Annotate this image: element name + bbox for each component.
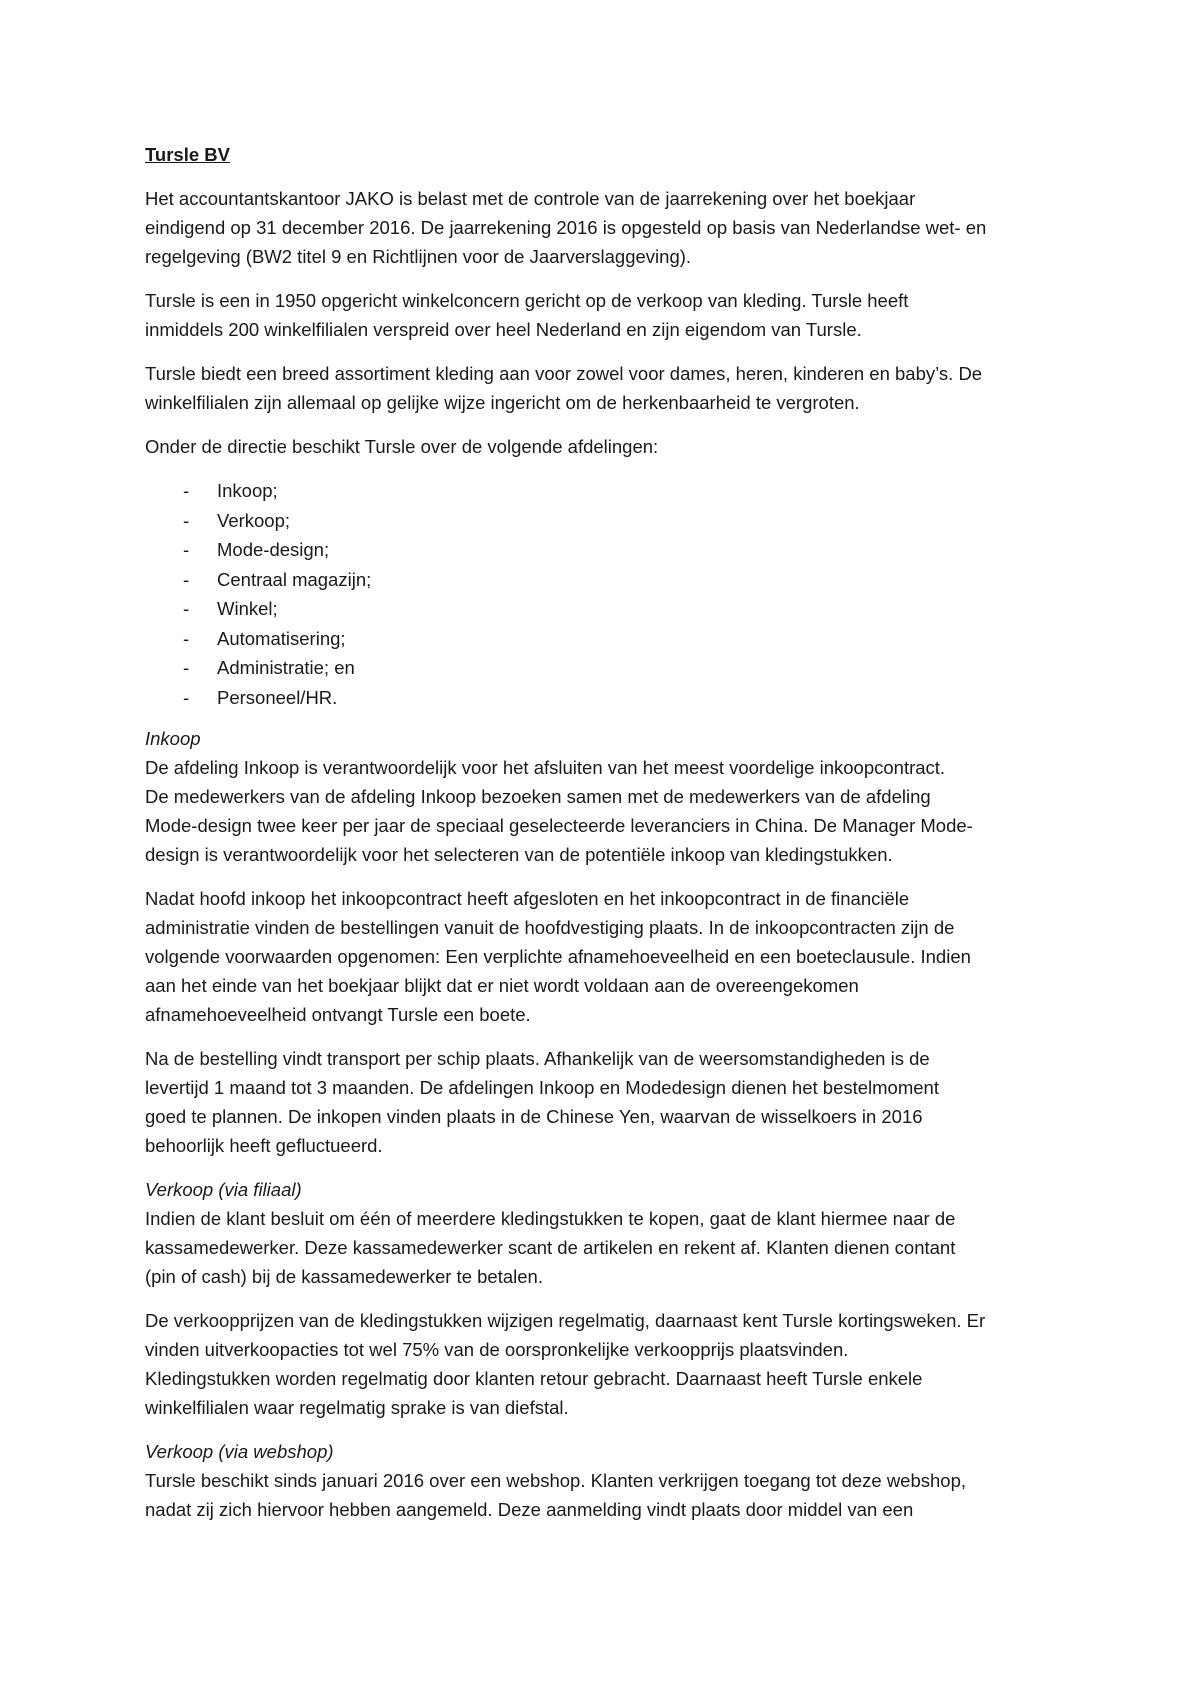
text-line: Tursle biedt een breed assortiment kleding aan voor zowel voor dames, heren, kinderen en baby’s. De <box>145 363 983 384</box>
text-line: nadat zij zich hiervoor hebben aangemeld. Deze aanmelding vindt plaats door middel van een <box>145 1499 914 1520</box>
text-line: De verkoopprijzen van de kledingstukken wijzigen regelmatig, daarnaast kent Tursle kortingsweken. Er <box>145 1310 986 1331</box>
text-line: eindigend op 31 december 2016. De jaarrekening 2016 is opgesteld op basis van Nederlandse wet- en <box>145 217 987 238</box>
section-heading: Inkoop <box>145 728 201 749</box>
department-label: Mode-design; <box>217 539 330 560</box>
list-bullet: - <box>183 598 190 619</box>
intro-paragraph <box>145 359 1075 417</box>
section-paragraph <box>145 1204 1075 1291</box>
text-line: administratie vinden de bestellingen vanuit de hoofdvestiging plaats. In de inkoopcontracten zijn de <box>145 917 955 938</box>
intro-paragraph <box>145 432 1075 461</box>
section-heading: Verkoop (via filiaal) <box>145 1179 302 1200</box>
list-bullet: - <box>183 509 190 531</box>
text-line: Nadat hoofd inkoop het inkoopcontract heeft afgesloten en het inkoopcontract in de financiële <box>145 888 910 909</box>
department-item <box>145 565 1075 595</box>
text-line: behoorlijk heeft gefluctueerd. <box>145 1135 383 1156</box>
text-line: levertijd 1 maand tot 3 maanden. De afdelingen Inkoop en Modedesign dienen het bestelmoment <box>145 1077 939 1098</box>
section-paragraph <box>145 1044 1075 1160</box>
list-bullet: - <box>183 627 190 649</box>
sections <box>145 724 1075 1524</box>
section <box>145 1437 1075 1524</box>
text-line: (pin of cash) bij de kassamedewerker te betalen. <box>145 1266 543 1287</box>
text-line: Onder de directie beschikt Tursle over de volgende afdelingen: <box>145 436 659 457</box>
text-line: De medewerkers van de afdeling Inkoop bezoeken samen met de medewerkers van de afdeling <box>145 786 931 807</box>
department-item <box>145 535 1075 565</box>
text-line: Tursle beschikt sinds januari 2016 over een webshop. Klanten verkrijgen toegang tot deze webshop, <box>145 1470 967 1491</box>
department-item <box>145 653 1075 683</box>
text-line: Na de bestelling vindt transport per schip plaats. Afhankelijk van de weersomstandigheden is de <box>145 1048 930 1069</box>
text-line: Indien de klant besluit om één of meerdere kledingstukken te kopen, gaat de klant hiermee naar de <box>145 1208 956 1229</box>
section <box>145 1175 1075 1422</box>
intro-block <box>145 184 1075 461</box>
list-bullet: - <box>183 686 190 708</box>
department-label: Automatisering; <box>217 627 346 649</box>
text-line: winkelfilialen waar regelmatig sprake is van diefstal. <box>145 1397 569 1418</box>
department-label: Centraal magazijn; <box>217 568 372 590</box>
department-item <box>145 594 1075 624</box>
document-title: Tursle BV <box>145 144 230 165</box>
section-paragraph <box>145 884 1075 1029</box>
list-bullet: - <box>183 568 190 590</box>
section-paragraph <box>145 753 1075 869</box>
department-label: Personeel/HR. <box>217 686 338 708</box>
department-item <box>145 476 1075 506</box>
department-list <box>145 476 1075 712</box>
department-label: Administratie; en <box>217 657 355 678</box>
text-line: inmiddels 200 winkelfilialen verspreid over heel Nederland en zijn eigendom van Tursle. <box>145 319 862 340</box>
section <box>145 724 1075 1160</box>
intro-paragraph <box>145 184 1075 271</box>
text-line: vinden uitverkoopacties tot wel 75% van de oorspronkelijke verkoopprijs plaatsvinden. <box>145 1339 849 1360</box>
text-line: goed te plannen. De inkopen vinden plaats in de Chinese Yen, waarvan de wisselkoers in 2016 <box>145 1106 923 1127</box>
section-paragraph <box>145 1466 1075 1524</box>
list-bullet: - <box>183 480 190 501</box>
section-heading: Verkoop (via webshop) <box>145 1441 334 1462</box>
text-line: kassamedewerker. Deze kassamedewerker scant de artikelen en rekent af. Klanten dienen contant <box>145 1237 956 1258</box>
text-line: Mode-design twee keer per jaar de speciaal geselecteerde leveranciers in China. De Manager Mode- <box>145 815 973 836</box>
text-line: Tursle is een in 1950 opgericht winkelconcern gericht op de verkoop van kleding. Tursle heeft <box>145 290 909 311</box>
text-line: Het accountantskantoor JAKO is belast met de controle van de jaarrekening over het boekjaar <box>145 188 916 209</box>
document-body <box>145 140 1075 1539</box>
department-item <box>145 683 1075 713</box>
text-line: winkelfilialen zijn allemaal op gelijke wijze ingericht om de herkenbaarheid te vergroten. <box>145 392 860 413</box>
department-label: Verkoop; <box>217 509 291 531</box>
text-line: afnamehoeveelheid ontvangt Tursle een boete. <box>145 1004 531 1025</box>
text-line: regelgeving (BW2 titel 9 en Richtlijnen voor de Jaarverslaggeving). <box>145 246 692 267</box>
list-bullet: - <box>183 539 190 560</box>
department-label: Winkel; <box>217 598 278 619</box>
intro-paragraph <box>145 286 1075 344</box>
text-line: volgende voorwaarden opgenomen: Een verplichte afnamehoeveelheid en een boeteclausule. Indien <box>145 946 971 967</box>
text-line: Kledingstukken worden regelmatig door klanten retour gebracht. Daarnaast heeft Tursle enkele <box>145 1368 923 1389</box>
list-bullet: - <box>183 657 190 678</box>
text-line: aan het einde van het boekjaar blijkt dat er niet wordt voldaan aan de overeengekomen <box>145 975 859 996</box>
department-item <box>145 506 1075 536</box>
department-item <box>145 624 1075 654</box>
text-line: De afdeling Inkoop is verantwoordelijk voor het afsluiten van het meest voordelige inkoopcontract. <box>145 757 946 778</box>
department-label: Inkoop; <box>217 480 278 501</box>
text-line: design is verantwoordelijk voor het selecteren van de potentiële inkoop van kledingstukken. <box>145 844 893 865</box>
section-paragraph <box>145 1306 1075 1422</box>
